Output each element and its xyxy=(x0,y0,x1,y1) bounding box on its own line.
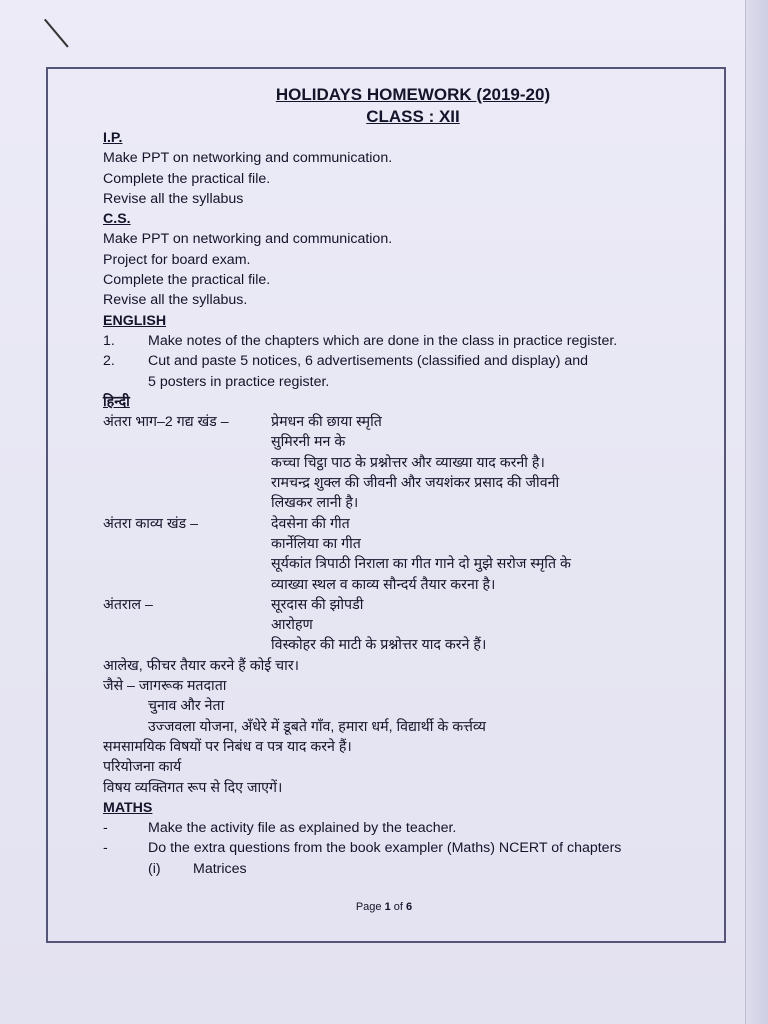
hindi-line: सूर्यकांत त्रिपाठी निराला का गीत गाने दो मुझे सरोज स्मृति के xyxy=(271,556,571,573)
cs-item: Make PPT on networking and communication. xyxy=(103,231,393,248)
page-of-label: of xyxy=(390,901,407,913)
english-item-text: Cut and paste 5 notices, 6 advertisements (classified and display) and xyxy=(148,353,589,370)
hindi-jaise: जैसे – जागरूक मतदाता xyxy=(103,678,227,695)
hindi-line: व्याख्या स्थल व काव्य सौन्दर्य तैयार करना है। xyxy=(271,576,496,593)
document-title: HOLIDAYS HOMEWORK (2019-20) xyxy=(275,85,551,104)
hindi-heading: हिन्दी xyxy=(103,393,130,410)
maths-subitem-number: (i) xyxy=(148,860,161,877)
maths-bullet: - xyxy=(103,820,108,837)
hindi-line: देवसेना की गीत xyxy=(271,515,350,532)
cs-item: Complete the practical file. xyxy=(103,272,271,289)
english-item-text: Make notes of the chapters which are done in the class in practice register. xyxy=(148,332,618,349)
hindi-line: रामचन्द्र शुक्ल की जीवनी और जयशंकर प्रसाद की जीवनी xyxy=(271,475,560,492)
maths-item-text: Do the extra questions from the book exampler (Maths) NCERT of chapters xyxy=(148,840,622,857)
hindi-line: आरोहण xyxy=(271,617,313,634)
page-footer xyxy=(0,901,768,913)
hindi-line: लिखकर लानी है। xyxy=(271,495,359,512)
hindi-vishay: विषय व्यक्तिगत रूप से दिए जाएगें। xyxy=(103,779,283,796)
hindi-antara-gadya-row xyxy=(103,412,683,432)
english-heading: ENGLISH xyxy=(103,312,167,329)
page-edge xyxy=(745,0,768,1024)
hindi-line: विस्कोहर की माटी के प्रश्नोत्तर याद करने हैं। xyxy=(271,637,487,654)
cs-heading: C.S. xyxy=(103,211,131,228)
hindi-alekh: आलेख, फीचर तैयार करने हैं कोई चार। xyxy=(103,657,300,674)
ip-item: Make PPT on networking and communication. xyxy=(103,150,393,167)
maths-item xyxy=(103,818,683,838)
hindi-antara-gadya-label: अंतरा भाग–2 गद्य खंड – xyxy=(103,414,229,431)
page-label: Page xyxy=(355,901,385,913)
page-total: 6 xyxy=(406,901,413,913)
hindi-antral-row xyxy=(103,595,683,615)
hindi-chunav: चुनाव और नेता xyxy=(148,698,225,715)
maths-item-text: Make the activity file as explained by the teacher. xyxy=(148,820,457,837)
hindi-pariyojana: परियोजना कार्य xyxy=(103,759,182,776)
maths-bullet: - xyxy=(103,840,108,857)
page-number: 1 xyxy=(384,901,391,913)
hindi-ujjwala: उज्जवला योजना, अँधेरे में डूबते गाँव, हमारा धर्म, विद्यार्थी के कर्त्तव्य xyxy=(148,718,486,735)
hindi-line: कच्चा चिट्ठा पाठ के प्रश्नोत्तर और व्याख्या याद करनी है। xyxy=(271,454,545,471)
hindi-line: कार्नेलिया का गीत xyxy=(271,535,361,552)
hindi-line: सूरदास की झोपडी xyxy=(271,596,364,613)
class-title: CLASS : XII xyxy=(366,107,460,126)
hindi-antral-label: अंतराल – xyxy=(103,596,153,613)
ip-heading: I.P. xyxy=(103,130,123,146)
hindi-line: सुमिरनी मन के xyxy=(271,434,346,451)
maths-subitem xyxy=(103,859,683,879)
hindi-antara-kavya-row xyxy=(103,514,683,534)
hindi-samsamayik: समसामयिक विषयों पर निबंध व पत्र याद करने हैं। xyxy=(103,738,352,755)
ip-item: Complete the practical file. xyxy=(103,170,271,187)
cs-item: Project for board exam. xyxy=(103,251,251,268)
hindi-antara-kavya-label: अंतरा काव्य खंड – xyxy=(103,515,198,532)
cs-item: Revise all the syllabus. xyxy=(103,292,248,309)
maths-item xyxy=(103,838,683,858)
english-item xyxy=(103,331,683,351)
maths-subitem-text: Matrices xyxy=(193,860,247,877)
english-item xyxy=(103,351,683,371)
english-item-continuation: 5 posters in practice register. xyxy=(148,373,330,390)
document-content xyxy=(103,84,683,879)
english-item-number: 2. xyxy=(103,353,115,370)
maths-heading: MATHS xyxy=(103,799,153,816)
ip-item: Revise all the syllabus xyxy=(103,190,244,207)
hindi-line: प्रेमधन की छाया स्मृति xyxy=(271,414,382,431)
english-item-number: 1. xyxy=(103,332,115,349)
